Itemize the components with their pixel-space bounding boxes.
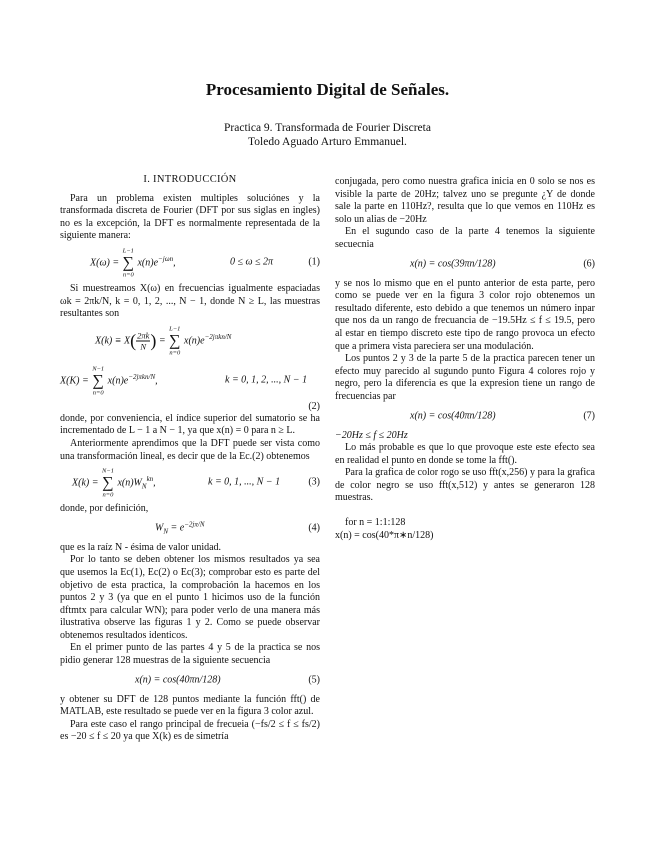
left-paragraph-8: En el primer punto de las partes 4 y 5 de la practica se nos pidio generar 128 muestras de la siguiente secuencia bbox=[60, 642, 320, 667]
left-column bbox=[60, 174, 320, 744]
paper-author: Toledo Aguado Arturo Emmanuel. bbox=[248, 136, 407, 148]
right-paragraph-4: Los puntos 2 y 3 de la parte 5 de la practica parecen tener un efecto muy parecido al sugundo punto Figura 4 colores rojo y negro, pero la diferencia es que la expresion tiene un rango de frecuencias par bbox=[335, 353, 595, 402]
equation-1: X(ω) = L−1 ∑ n=0 $x(n)e^{-j\omega n}$, 0 ≤ ω ≤ 2π (1) bbox=[90, 247, 320, 279]
equation-7-number: (7) bbox=[583, 410, 595, 422]
equation-2a: X(k) ≡ X( $\frac{2\pi k}{N}$ ) = L−1 ∑ n=0 $x(n)e^{-2j\pi kn/N}$ bbox=[95, 325, 232, 357]
paper-subtitle: Practica 9. Transformada de Fourier Discreta bbox=[224, 122, 431, 134]
left-paragraph-1: Para un problema existen multiples soluciónes y la transformada discreta de Fourier (DFT por sus siglas en ingles) no es la excepción, la DFT es normalmente representada de la siguiente manera: bbox=[60, 192, 320, 242]
equation-1-number: (1) bbox=[308, 256, 320, 268]
right-column bbox=[335, 176, 595, 542]
equation-6-number: (6) bbox=[583, 258, 595, 270]
equation-3-number: (3) bbox=[308, 476, 320, 488]
section-heading: I. INTRODUCCIÓN bbox=[143, 174, 237, 185]
equation-7: x(n) = cos(40πn/128) (7) bbox=[410, 410, 595, 422]
left-paragraph-2: Si muestreamos X(ω) en frecuencias igualmente espaciadas ωk = 2πk/N, k = 0, 1, 2, ..., N − 1, donde N ≥ L, las muestras resultantes son bbox=[60, 282, 320, 320]
equation-3: X(k) = N−1 ∑ n=0 $x(n)W_N^{kn}$, k = 0, 1, ..., N − 1 (3) bbox=[72, 467, 320, 499]
left-paragraph-10: Para este caso el rango principal de frecueia (−fs/2 ≤ f ≤ fs/2) es −20 ≤ f ≤ 20 ya que X(k) es de simetría bbox=[60, 718, 320, 743]
right-paragraph-3: y se nos lo mismo que en el punto anterior de esta parte, pero como se puede ver en la figura 3 color rojo obtenemos un resultado diferente, esto debido a que tenemos un número inpar que nos da un rango de frecuancia de −19.5Hz ≤ f ≤ 19.5, pero al estar en tiempo discreto este tipo de rango provoca un efecto que a primera vista pareciera ser una modulación. bbox=[335, 277, 595, 352]
right-paragraph-1: conjugada, pero como nuestra grafica inicia en 0 solo se nos es visible la parte de 20Hz; talvez uno se pregunte ¿Y de donde sale la parte en 110Hz?, resulta que lo que vemos en 110Hz es solo un alias de −20Hz bbox=[335, 176, 595, 225]
frequency-range: −20Hz ≤ f ≤ 20Hz bbox=[335, 429, 408, 441]
left-paragraph-3: donde, por conveniencia, el índice superior del sumatorio se ha incrementado de L − 1 a N − 1, ya que x(n) = 0 para n ≥ L. bbox=[60, 412, 320, 437]
code-line-1: for n = 1:1:128 bbox=[345, 517, 406, 529]
code-line-2: x(n) = cos(40*π∗n/128) bbox=[335, 529, 434, 541]
right-paragraph-2: En el sugundo caso de la parte 4 tenemos la siguiente secuecnia bbox=[335, 226, 595, 250]
equation-4: $W_N = e^{-2j\pi/N}$ (4) bbox=[155, 520, 320, 536]
paper-title: Procesamiento Digital de Señales. bbox=[205, 80, 450, 99]
left-paragraph-9: y obtener su DFT de 128 puntos mediante la función fft() de MATLAB, este resultado se puede ver en la figura 3 color azul. bbox=[60, 693, 320, 718]
left-paragraph-4: Anteriormente aprendimos que la DFT puede ser vista como una transformación lineal, es decir que de la Ec.(2) obtenemos bbox=[60, 437, 320, 462]
equation-2b: X(K) = N−1 ∑ n=0 $x(n)e^{-2j\pi kn/N}$, k = 0, 1, 2, ..., N − 1 bbox=[60, 365, 308, 397]
equation-6: x(n) = cos(39πn/128) (6) bbox=[410, 258, 595, 270]
left-paragraph-7: Por lo tanto se deben obtener los mismos resultados ya sea que usemos la Ec(1), Ec(2) o Ec(3); comprobar esto es parte del objetivo de esta practica, la comprobación la hacemos en los puntos 2 y 3 (ya que en el punto 1 hicimos uso de la función dftmtx para calcular WN); para poder verlo de una manera más ilustrativa observe las figuras 1 y 2. Como se puede observar obtenemos resultados identicos. bbox=[60, 554, 320, 641]
left-paragraph-6: que es la raíz N - ésima de valor unidad. bbox=[60, 541, 222, 553]
equation-4-number: (4) bbox=[308, 522, 320, 534]
equation-2-number: (2) bbox=[308, 400, 320, 412]
equation-5-number: (5) bbox=[308, 674, 320, 686]
right-paragraph-6: Para la grafica de color rogo se uso fft(x,256) y para la grafica de color negro se uso fft(x,512) y antes se generaron 128 muestras. bbox=[335, 467, 595, 504]
left-paragraph-5: donde, por definición, bbox=[60, 503, 149, 515]
equation-5: x(n) = cos(40πn/128) (5) bbox=[135, 674, 320, 686]
right-paragraph-5: Lo más probable es que lo que provoque este este efecto sea en realidad el punto en donde se tome la fft(). bbox=[335, 442, 595, 466]
